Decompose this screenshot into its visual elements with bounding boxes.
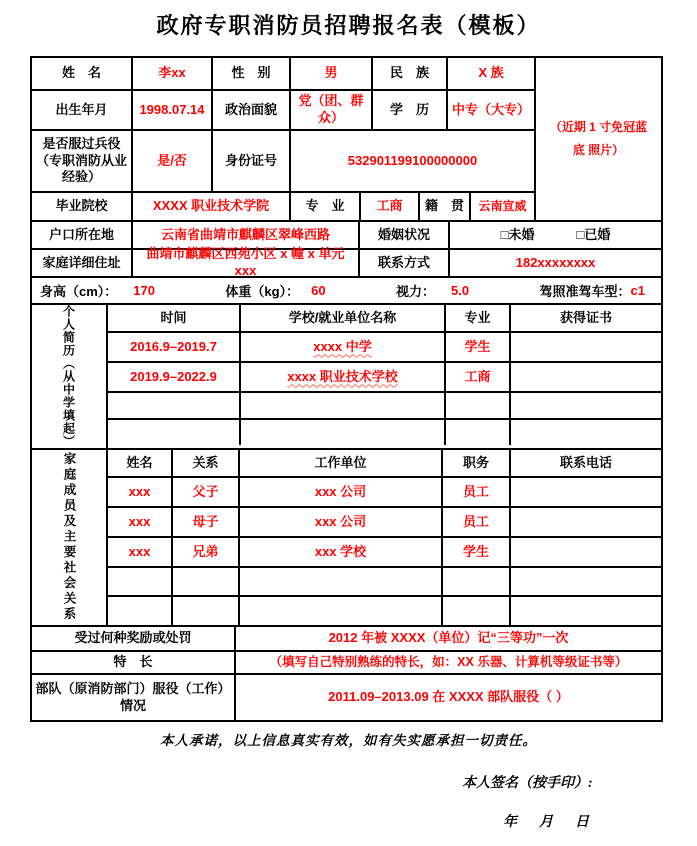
row-name-gender-ethnic bbox=[32, 58, 536, 89]
license-label: 驾照准驾车型： bbox=[539, 284, 631, 299]
family-row bbox=[108, 478, 661, 508]
resume-major: 学生 bbox=[446, 333, 511, 361]
resume-school bbox=[241, 363, 446, 391]
family-unit: xxx 公司 bbox=[240, 508, 443, 536]
row-college-major-native bbox=[32, 193, 536, 220]
resume-major bbox=[446, 393, 511, 418]
form-table bbox=[30, 56, 663, 722]
resume-school bbox=[241, 420, 446, 445]
family-name bbox=[108, 568, 173, 595]
residence-value: 云南省曲靖市麒麟区翠峰西路 bbox=[133, 222, 360, 248]
row-service bbox=[32, 675, 661, 720]
family-section-label: 家庭成员及主要社会关系 bbox=[32, 450, 108, 625]
row-physical bbox=[32, 278, 661, 305]
family-duty bbox=[443, 568, 511, 595]
resume-time bbox=[108, 393, 241, 418]
military-service-value: 是/否 bbox=[133, 131, 213, 191]
major-value: 工商 bbox=[361, 193, 420, 220]
vision-label: 视力： bbox=[395, 284, 435, 299]
family-phone bbox=[511, 478, 661, 506]
row-awards bbox=[32, 627, 661, 652]
resume-major: 工商 bbox=[446, 363, 511, 391]
resume-major bbox=[446, 420, 511, 445]
row-address-contact bbox=[32, 246, 661, 278]
family-relation: 兄弟 bbox=[173, 538, 240, 566]
signature-label: 本人签名（按手印）: bbox=[462, 776, 593, 791]
family-phone bbox=[511, 568, 661, 595]
resume-header-row bbox=[108, 305, 661, 333]
basic-info-section bbox=[32, 58, 661, 222]
resume-section-label: 个人简历（从中学填起） bbox=[32, 305, 108, 448]
contact-label: 联系方式 bbox=[360, 250, 450, 276]
birth-label: 出生年月 bbox=[32, 91, 133, 129]
resume-row bbox=[108, 393, 661, 420]
resume-time: 2019.9–2022.9 bbox=[108, 363, 241, 391]
license-value: c1 bbox=[630, 283, 645, 298]
resume-cert bbox=[511, 420, 661, 445]
physical-info bbox=[32, 278, 661, 303]
weight-value: 60 bbox=[311, 283, 326, 298]
family-row bbox=[108, 508, 661, 538]
ethnic-value: X 族 bbox=[448, 58, 536, 89]
resume-row bbox=[108, 333, 661, 363]
vision-value: 5.0 bbox=[451, 283, 470, 298]
family-duty bbox=[443, 597, 511, 625]
resume-header-cert: 获得证书 bbox=[559, 309, 612, 325]
family-name bbox=[108, 597, 173, 625]
specialty-value: （填写自己特别熟练的特长，如：XX 乐器、计算机等级证书等） bbox=[269, 655, 628, 670]
home-address-label: 家庭详细住址 bbox=[32, 250, 133, 276]
family-name: xxx bbox=[108, 478, 173, 506]
contact-value: 182xxxxxxxx bbox=[515, 254, 596, 270]
resume-row bbox=[108, 363, 661, 393]
education-label: 学 历 bbox=[373, 91, 448, 129]
family-header-unit: 工作单位 bbox=[240, 450, 443, 476]
height-value: 170 bbox=[133, 283, 155, 298]
name-label: 姓 名 bbox=[32, 58, 133, 89]
resume-section bbox=[32, 305, 661, 450]
family-relation bbox=[173, 597, 240, 625]
family-name: xxx bbox=[108, 538, 173, 566]
resume-cert bbox=[511, 393, 661, 418]
resume-school bbox=[241, 393, 446, 418]
political-label: 政治面貌 bbox=[213, 91, 291, 129]
resume-header-major: 专业 bbox=[446, 305, 511, 331]
checkbox-unmarried: □未婚 bbox=[500, 226, 535, 242]
resume-school-text: xxxx 中学 bbox=[313, 338, 372, 354]
id-number-label: 身份证号 bbox=[213, 131, 291, 191]
marital-label: 婚姻状况 bbox=[360, 222, 450, 248]
native-place-value: 云南宣威 bbox=[471, 193, 536, 220]
family-unit: xxx 学校 bbox=[240, 538, 443, 566]
family-section bbox=[32, 450, 661, 627]
resume-school bbox=[241, 333, 446, 361]
name-value: 李xx bbox=[133, 58, 213, 89]
home-address-value: 曲靖市麒麟区西苑小区 x 幢 x 单元 xxx bbox=[133, 250, 360, 276]
gender-label: 性 别 bbox=[213, 58, 291, 89]
family-phone bbox=[511, 538, 661, 566]
resume-row bbox=[108, 420, 661, 445]
resume-header-time: 时间 bbox=[108, 305, 241, 331]
family-phone bbox=[511, 597, 661, 625]
family-header-name: 姓名 bbox=[108, 450, 173, 476]
political-value: 党（团、群众） bbox=[291, 91, 373, 129]
family-row bbox=[108, 568, 661, 597]
date-line: 年 月 日 bbox=[503, 815, 593, 830]
weight-label: 体重（kg）： bbox=[225, 284, 300, 299]
resume-time: 2016.9–2019.7 bbox=[108, 333, 241, 361]
family-header-duty: 职务 bbox=[443, 450, 511, 476]
major-label: 专 业 bbox=[291, 193, 361, 220]
pledge-text: 本人承诺，以上信息真实有效，如有失实愿承担一切责任。 bbox=[160, 733, 537, 748]
basic-info-left bbox=[32, 58, 536, 220]
resume-cert bbox=[511, 333, 661, 361]
service-value: 2011.09–2013.09 在 XXXX 部队服役（ ） bbox=[328, 689, 569, 705]
college-value: XXXX 职业技术学院 bbox=[133, 193, 291, 220]
ethnic-label: 民 族 bbox=[373, 58, 448, 89]
service-label: 部队（原消防部门）服役（工作）情况 bbox=[32, 675, 236, 720]
marital-options bbox=[450, 222, 661, 248]
birth-value: 1998.07.14 bbox=[133, 91, 213, 129]
native-place-label: 籍 贯 bbox=[420, 193, 471, 220]
college-label: 毕业院校 bbox=[32, 193, 133, 220]
family-unit bbox=[240, 568, 443, 595]
residence-label: 户口所在地 bbox=[32, 222, 133, 248]
row-military-id bbox=[32, 131, 536, 193]
row-specialty bbox=[32, 652, 661, 675]
id-number-value: 532901199100000000 bbox=[291, 131, 536, 191]
resume-school-text: xxxx 职业技术学校 bbox=[287, 368, 398, 384]
row-birth-political-education bbox=[32, 89, 536, 131]
family-unit bbox=[240, 597, 443, 625]
awards-value: 2012 年被 XXXX（单位）记“三等功”一次 bbox=[328, 630, 569, 646]
family-relation bbox=[173, 568, 240, 595]
family-row bbox=[108, 538, 661, 568]
family-phone bbox=[511, 508, 661, 536]
family-duty: 员工 bbox=[443, 478, 511, 506]
form-title: 政府专职消防员招聘报名表（模板） bbox=[156, 13, 541, 38]
resume-header-school: 学校/就业单位名称 bbox=[241, 305, 446, 331]
resume-cert bbox=[511, 363, 661, 391]
family-name: xxx bbox=[108, 508, 173, 536]
family-table bbox=[108, 450, 661, 625]
education-value: 中专（大专） bbox=[448, 91, 536, 129]
family-header-relation: 关系 bbox=[173, 450, 240, 476]
family-header-row bbox=[108, 450, 661, 478]
checkbox-married: □已婚 bbox=[576, 226, 611, 242]
family-duty: 学生 bbox=[443, 538, 511, 566]
resume-table bbox=[108, 305, 661, 448]
gender-value: 男 bbox=[291, 58, 373, 89]
family-relation: 母子 bbox=[173, 508, 240, 536]
awards-label: 受过何种奖励或处罚 bbox=[32, 627, 236, 650]
family-duty: 员工 bbox=[443, 508, 511, 536]
family-unit: xxx 公司 bbox=[240, 478, 443, 506]
resume-time bbox=[108, 420, 241, 445]
specialty-label: 特 长 bbox=[32, 652, 236, 673]
family-header-phone: 联系电话 bbox=[559, 454, 612, 470]
family-relation: 父子 bbox=[173, 478, 240, 506]
family-row bbox=[108, 597, 661, 625]
photo-placeholder: （近期 1 寸免冠蓝底 照片） bbox=[549, 120, 648, 157]
military-service-label: 是否服过兵役（专职消防从业经验） bbox=[32, 131, 133, 191]
height-label: 身高（cm）： bbox=[40, 284, 118, 299]
